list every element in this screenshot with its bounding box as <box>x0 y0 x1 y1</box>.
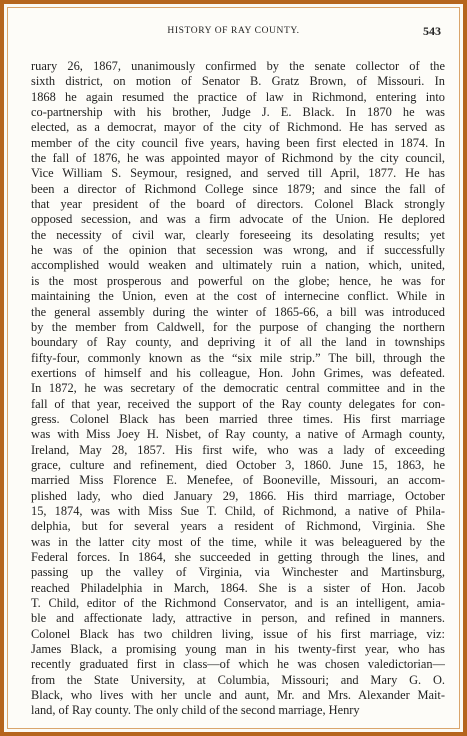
text-line: gress. Colonel Black has been married three times. His first marriage <box>31 411 445 426</box>
text-line: sixth district, on motion of Senator B. Gratz Brown, of Missouri. In <box>31 74 445 89</box>
text-line: passing up the valley of Virginia, via Winchester and Martinsburg, <box>31 565 445 580</box>
text-line: is the most prosperous and powerful on the globe; hence, he was for <box>31 273 445 288</box>
text-line: maintaining the Union, even at the cost of internecine conflict. While in <box>31 289 445 304</box>
text-line: recently graduated first in class—of which he was chosen valedictorian— <box>31 657 445 672</box>
text-line: member of the city council five years, having been first elected in 1874. In <box>31 135 445 150</box>
text-line: fifty-four, commonly known as the “six mile strip.” The bill, through the <box>31 350 445 365</box>
text-line: delphia, but for several years a resident of Richmond, Virginia. She <box>31 519 445 534</box>
text-line: was in the latter city most of the time, while it was beleaguered by the <box>31 534 445 549</box>
text-line: Colonel Black has two children living, issue of his first marriage, viz: <box>31 626 445 641</box>
text-line: boundary of Ray county, and depriving it of all the land in townships <box>31 335 445 350</box>
text-line: plished lady, who died January 29, 1866. His third marriage, October <box>31 488 445 503</box>
text-line: co-partnership with his brother, Judge J. E. Black. In 1870 he was <box>31 105 445 120</box>
page-number: 543 <box>423 24 441 38</box>
page-header <box>4 26 463 42</box>
text-line: James Black, a promising young man in his twenty-first year, who has <box>31 642 445 657</box>
text-line: by the member from Caldwell, for the purpose of changing the northern <box>31 319 445 334</box>
text-line: fall of that year, received the support of the Ray county delegates for con- <box>31 396 445 411</box>
running-head: HISTORY OF RAY COUNTY. <box>167 26 300 36</box>
text-line: married Miss Florence E. Menefee, of Booneville, Missouri, an accom- <box>31 473 445 488</box>
text-line: that year president of the board of directors. Colonel Black strongly <box>31 197 445 212</box>
text-line: from the State University, at Columbia, Missouri; and Mary G. O. <box>31 672 445 687</box>
text-line: Federal forces. In 1864, she succeeded in getting through the lines, and <box>31 550 445 564</box>
text-line: been a director of Richmond College since 1879; and since the fall of <box>31 181 445 196</box>
text-line: opposed secession, and was a firm advocate of the Union. He deplored <box>31 212 445 227</box>
text-line: reached Philadelphia in March, 1864. She is a sister of Hon. Jacob <box>31 580 445 595</box>
text-line: grace, culture and refinement, died October 3, 1860. June 15, 1863, he <box>31 457 445 472</box>
text-line: land, of Ray county. The only child of the second marriage, Henry <box>31 703 360 718</box>
text-line: the fall of 1876, he was appointed mayor of Richmond by the city council, <box>31 151 445 166</box>
text-line: Vice William S. Seymour, resigned, and served till April, 1877. He has <box>31 166 445 181</box>
text-line: 15, 1874, was with Miss Sue T. Child, of Richmond, a native of Phila- <box>31 503 445 518</box>
text-line: Ireland, May 28, 1857. His first wife, who was a lady of exceeding <box>31 442 445 457</box>
text-line: In 1872, he was secretary of the democratic central committee and in the <box>31 381 445 396</box>
body-text <box>31 59 445 719</box>
text-line: 1868 he again resumed the practice of law in Richmond, entering into <box>31 89 445 104</box>
text-line: accomplished would weaken and ultimately ruin a nation, which, united, <box>31 258 445 273</box>
text-line: he was of the opinion that secession was wrong, and if successfully <box>31 243 445 258</box>
text-line: Black, who lives with her uncle and aunt, Mr. and Mrs. Alexander Mait- <box>31 688 445 703</box>
text-line: elected, as a democrat, mayor of the city of Richmond. He has served as <box>31 120 445 135</box>
text-line: T. Child, editor of the Richmond Conservator, and is an intelligent, amia- <box>31 596 445 611</box>
text-line: the general assembly during the winter of 1865-66, a bill was introduced <box>31 304 445 319</box>
text-line: ruary 26, 1867, unanimously confirmed by the senate collector of the <box>31 59 445 73</box>
text-line: ble and affectionate lady, attractive in person, and refined in manners. <box>31 611 445 626</box>
text-line: exertions of himself and his colleague, Hon. John Grimes, was defeated. <box>31 365 445 380</box>
text-line: was with Miss Joey H. Nisbet, of Ray county, a native of Armagh county, <box>31 427 445 442</box>
text-line: the necessity of civil war, clearly foreseeing its desolating results; yet <box>31 227 445 242</box>
